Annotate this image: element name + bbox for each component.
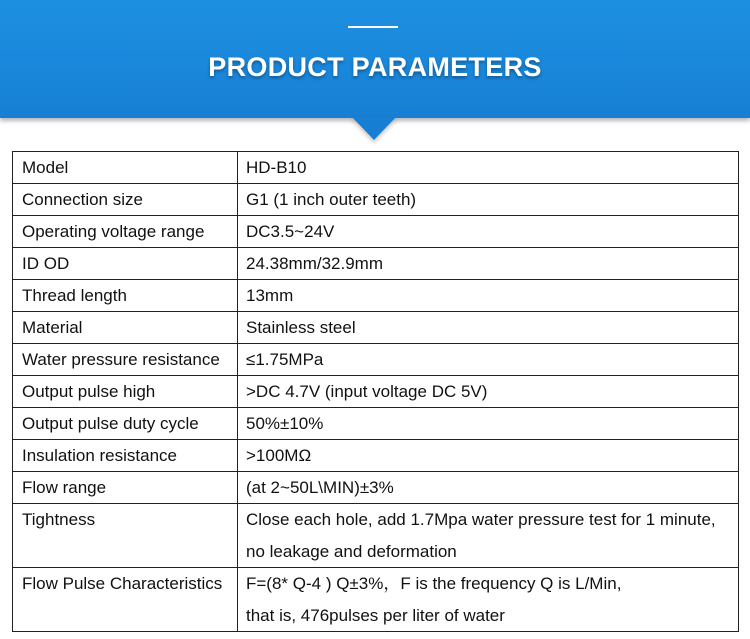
table-row — [13, 376, 739, 408]
table-row — [13, 248, 739, 280]
param-value — [238, 568, 739, 632]
banner-pointer-arrow — [351, 116, 397, 140]
param-value: >100MΩ — [238, 440, 739, 472]
param-name: Operating voltage range — [13, 216, 238, 248]
table-row — [13, 344, 739, 376]
table-row — [13, 216, 739, 248]
param-name: Flow range — [13, 472, 238, 504]
param-name: Output pulse high — [13, 376, 238, 408]
param-name: Thread length — [13, 280, 238, 312]
table-row — [13, 184, 739, 216]
param-name: Connection size — [13, 184, 238, 216]
param-value-line: F=(8* Q-4 ) Q±3%，F is the frequency Q is L/Min, — [246, 574, 622, 593]
param-value: >DC 4.7V (input voltage DC 5V) — [238, 376, 739, 408]
param-name: Flow Pulse Characteristics — [13, 568, 238, 632]
param-value-line: that is, 476pulses per liter of water — [246, 605, 505, 625]
table-row — [13, 312, 739, 344]
param-name: Output pulse duty cycle — [13, 408, 238, 440]
param-name: Material — [13, 312, 238, 344]
table-row — [13, 408, 739, 440]
table-row — [13, 280, 739, 312]
param-value: 13mm — [238, 280, 739, 312]
param-name: ID OD — [13, 248, 238, 280]
param-name: Water pressure resistance — [13, 344, 238, 376]
param-name: Insulation resistance — [13, 440, 238, 472]
param-value: 50%±10% — [238, 408, 739, 440]
param-value: ≤1.75MPa — [238, 344, 739, 376]
table-row — [13, 504, 739, 568]
param-value: HD-B10 — [238, 152, 739, 184]
param-value: 24.38mm/32.9mm — [238, 248, 739, 280]
param-name: Tightness — [13, 504, 238, 568]
header-banner — [0, 0, 750, 118]
param-value-line: no leakage and deformation — [246, 541, 457, 561]
param-value: DC3.5~24V — [238, 216, 739, 248]
param-name: Model — [13, 152, 238, 184]
table-row — [13, 440, 739, 472]
banner-title: PRODUCT PARAMETERS — [208, 52, 542, 82]
table-row — [13, 152, 739, 184]
param-value: Stainless steel — [238, 312, 739, 344]
param-value: G1 (1 inch outer teeth) — [238, 184, 739, 216]
param-value-line: Close each hole, add 1.7Mpa water pressure test for 1 minute, — [246, 510, 716, 529]
banner-decorative-line — [348, 26, 398, 28]
table-row — [13, 568, 739, 632]
param-value: (at 2~50L\MIN)±3% — [238, 472, 739, 504]
param-value — [238, 504, 739, 568]
parameters-table — [12, 151, 739, 632]
table-row — [13, 472, 739, 504]
